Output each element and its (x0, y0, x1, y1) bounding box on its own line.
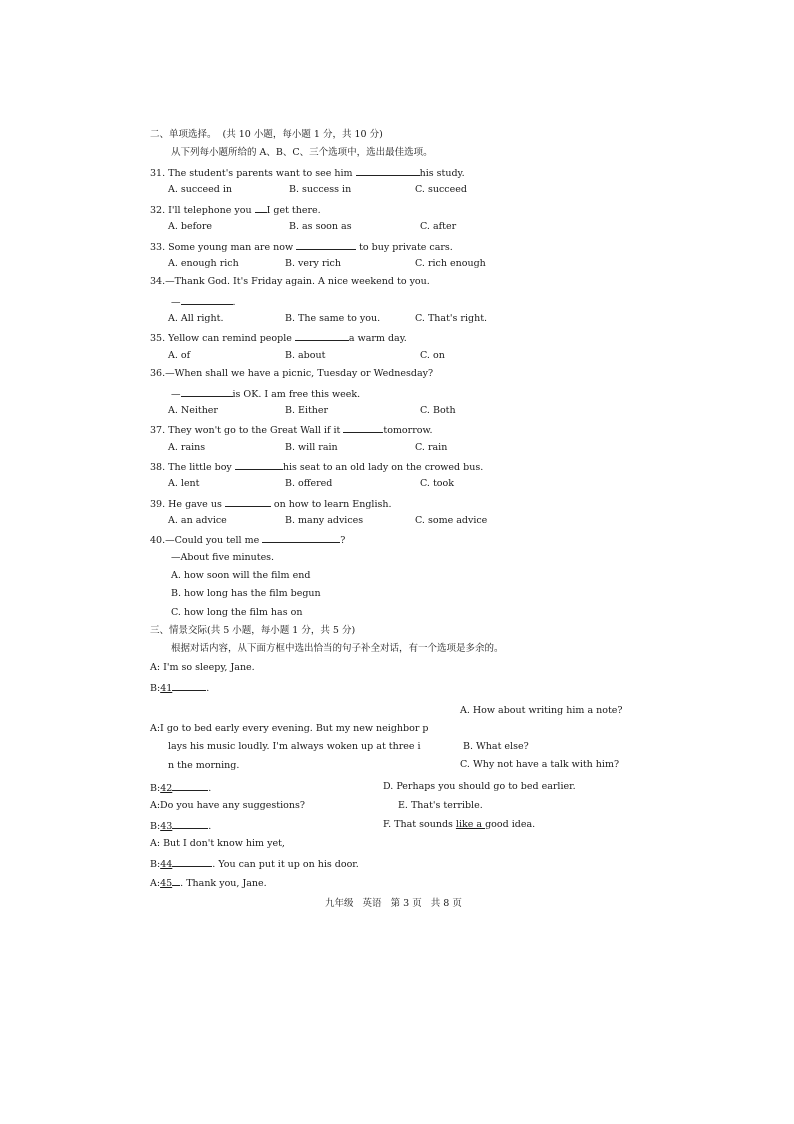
option-a: A. How about writing him a note? (460, 705, 623, 716)
dialogue-line-3c: n the morning. (168, 760, 240, 771)
q34-response: — . (171, 297, 236, 308)
section3-instruction: 根据对话内容，从下面方框中选出恰当的句子补全对话，有一个选项是多余的。 (171, 643, 504, 654)
q36-option-c: C. Both (420, 405, 456, 416)
answer-blank (225, 497, 271, 507)
question-32: 32. I'll telephone you I get there. (150, 205, 321, 216)
answer-blank (172, 876, 180, 886)
q40-option-a: A. how soon will the film end (171, 570, 311, 581)
answer-blank (343, 423, 383, 433)
section2-heading: 二、单项选择。 (共 10 小题，每小题 1 分，共 10 分) (150, 129, 383, 140)
question-37: 37. They won't go to the Great Wall if it tomorrow. (150, 425, 433, 436)
option-d: D. Perhaps you should go to bed earlier. (383, 781, 576, 792)
option-b: B. What else? (463, 741, 529, 752)
q35-option-c: C. on (420, 350, 445, 361)
answer-blank (262, 533, 340, 543)
section2-instruction: 从下列每小题所给的 A、B、C、三个选项中，选出最佳选项。 (171, 147, 433, 158)
q38-option-c: C. took (420, 478, 454, 489)
q38-option-b: B. offered (285, 478, 333, 489)
q36-option-b: B. Either (285, 405, 329, 416)
option-e: E. That's terrible. (398, 800, 483, 811)
option-f: F. That sounds like a good idea. (383, 819, 536, 830)
q31-option-a: A. succeed in (168, 184, 233, 195)
dialogue-line-8: B:44 . You can put it up on his door. (150, 859, 359, 870)
dialogue-line-4: B:42 . (150, 783, 212, 794)
dialogue-line-5: A:Do you have any suggestions? (150, 800, 305, 811)
question-38: 38. The little boy his seat to an old lady on the crowed bus. (150, 462, 484, 473)
q36-option-a: A. Neither (168, 405, 218, 416)
q34-option-a: A. All right. (168, 313, 224, 324)
q39-option-a: A. an advice (168, 515, 227, 526)
option-c: C. Why not have a talk with him? (460, 759, 620, 770)
answer-blank (181, 295, 233, 305)
q40-option-b: B. how long has the film begun (171, 588, 321, 599)
q37-option-a: A. rains (168, 442, 206, 453)
question-40: 40.—Could you tell me ? (150, 535, 346, 546)
question-39: 39. He gave us on how to learn English. (150, 499, 392, 510)
q34-option-c: C. That's right. (415, 313, 488, 324)
q37-option-b: B. will rain (285, 442, 338, 453)
q34-option-b: B. The same to you. (285, 313, 381, 324)
answer-blank (172, 857, 212, 867)
question-31: 31. The student's parents want to see him his study. (150, 168, 465, 179)
answer-blank (356, 166, 420, 176)
q33-option-b: B. very rich (285, 258, 341, 269)
q32-option-a: A. before (168, 221, 213, 232)
q39-option-c: C. some advice (415, 515, 488, 526)
q40-reply: —About five minutes. (171, 552, 275, 563)
answer-blank (172, 681, 206, 691)
q32-option-c: C. after (420, 221, 457, 232)
answer-blank (296, 240, 356, 250)
q35-option-b: B. about (285, 350, 326, 361)
dialogue-line-3a: A:I go to bed early every evening. But my new neighbor p (150, 723, 429, 734)
answer-blank (255, 203, 267, 213)
page-footer: 九年级 英语 第 3 页 共 8 页 (325, 898, 462, 909)
q31-option-c: C. succeed (415, 184, 467, 195)
dialogue-line-3b: lays his music loudly. I'm always woken up at three i (168, 741, 421, 752)
q33-option-c: C. rich enough (415, 258, 486, 269)
q33-option-a: A. enough rich (168, 258, 239, 269)
q31-option-b: B. success in (289, 184, 352, 195)
q40-option-c: C. how long the film has on (171, 607, 303, 618)
q38-option-a: A. lent (168, 478, 200, 489)
q37-option-c: C. rain (415, 442, 448, 453)
question-35: 35. Yellow can remind people a warm day. (150, 333, 407, 344)
dialogue-line-1: A: I'm so sleepy, Jane. (150, 662, 255, 673)
answer-blank (235, 460, 283, 470)
answer-blank (172, 781, 208, 791)
q32-option-b: B. as soon as (289, 221, 352, 232)
q35-option-a: A. of (168, 350, 191, 361)
answer-blank (181, 387, 233, 397)
question-34: 34.—Thank God. It's Friday again. A nice weekend to you. (150, 276, 430, 287)
dialogue-line-6: B:43 . (150, 821, 212, 832)
q39-option-b: B. many advices (285, 515, 364, 526)
answer-blank (172, 819, 208, 829)
q36-response: — is OK. I am free this week. (171, 389, 361, 400)
dialogue-line-2: B:41 . (150, 683, 210, 694)
dialogue-line-7: A: But I don't know him yet, (150, 838, 285, 849)
dialogue-line-9: A:45 . Thank you, Jane. (150, 878, 267, 889)
question-36: 36.—When shall we have a picnic, Tuesday or Wednesday? (150, 368, 434, 379)
answer-blank (295, 331, 349, 341)
section3-heading: 三、情景交际(共 5 小题，每小题 1 分，共 5 分) (150, 625, 356, 636)
question-33: 33. Some young man are now to buy private cars. (150, 242, 453, 253)
